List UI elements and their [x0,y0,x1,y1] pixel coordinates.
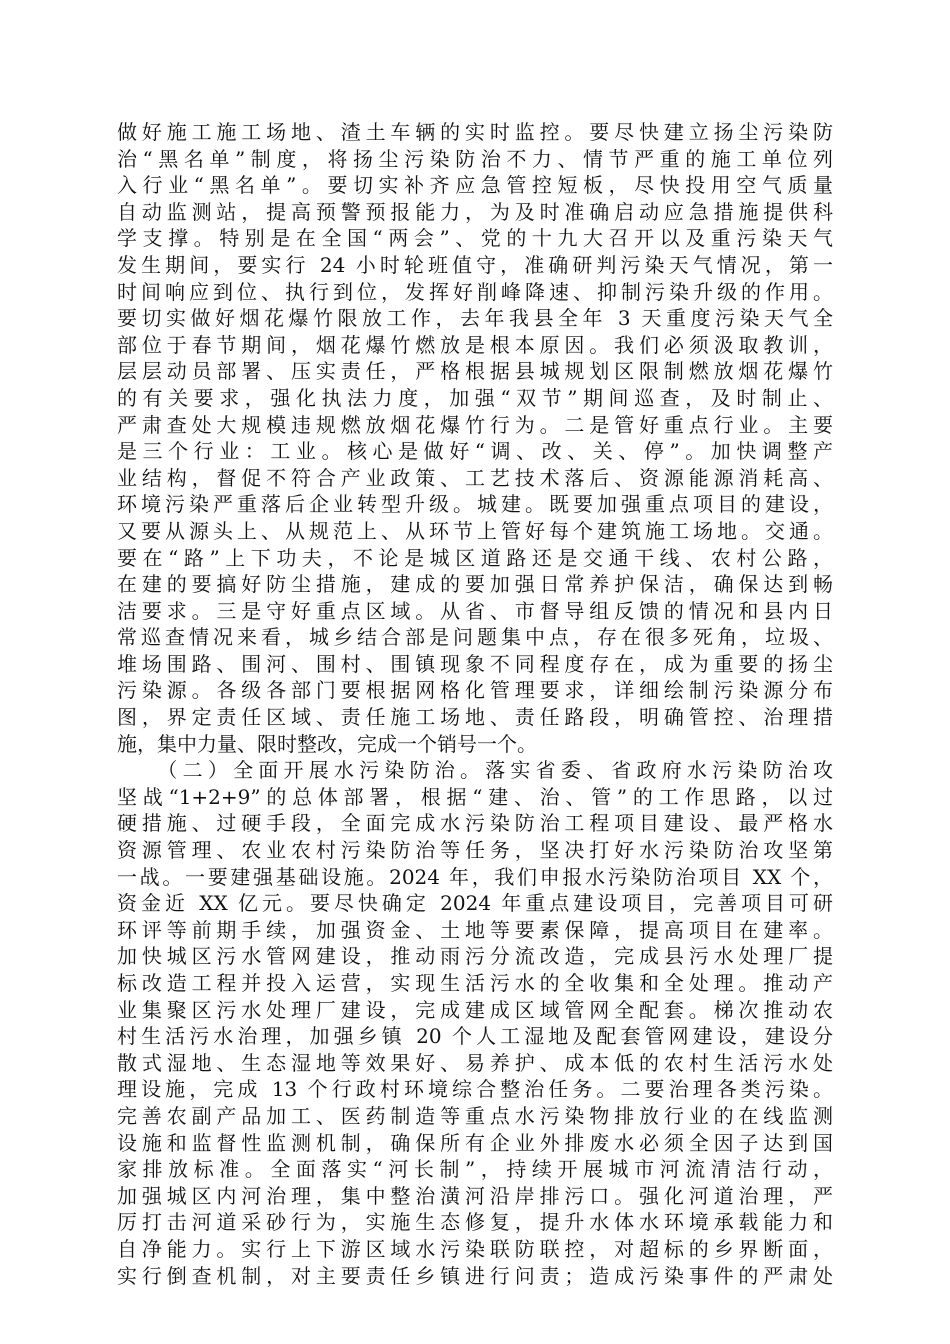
text-line: 时间响应到位、执行到位，发挥好削峰降速、抑制污染升级的作用。 [117,279,833,304]
text-line: 坚战“1+2+9”的总体部署，根据“建、治、管”的工作思路，以过 [117,784,833,809]
text-line: 要在“路”上下功夫，不论是城区道路还是交通干线、农村公路， [117,545,833,570]
text-line: 加强城区内河治理，集中整治潢河沿岸排污口。强化河道治理，严 [117,1183,833,1208]
text-line: 做好施工施工场地、渣土车辆的实时监控。要尽快建立扬尘污染防 [117,120,833,144]
text-line: 洁要求。三是守好重点区域。从省、市督导组反馈的情况和县内日 [117,598,833,623]
text-line: 资源管理、农业农村污染防治等任务，坚决打好水污染防治攻坚第 [117,838,833,863]
text-line: 入行业“黑名单”。要切实补齐应急管控短板，尽快投用空气质量 [117,173,833,198]
text-line: 家排放标准。全面落实“河长制”，持续开展城市河流清洁行动， [117,1157,833,1182]
text-line: 又要从源头上、从规范上、从环节上管好每个建筑施工场地。交通。 [117,518,833,543]
text-line: 厉打击河道采砂行为，实施生态修复，提升水体水环境承载能力和 [117,1210,833,1235]
text-line: 在建的要搞好防尘措施，建成的要加强日常养护保洁，确保达到畅 [117,572,833,597]
text-line: 常巡查情况来看，城乡结合部是问题集中点，存在很多死角，垃圾、 [117,625,833,650]
text-line: 要切实做好烟花爆竹限放工作，去年我县全年 3 天重度污染天气全 [117,306,833,331]
paragraph-end-line: 施，集中力量、限时整改，完成一个销号一个。 [117,731,537,756]
text-line: 层层动员部署、压实责任，严格根据县城规划区限制燃放烟花爆竹 [117,359,833,384]
section-heading-line: （二）全面开展水污染防治。落实省委、省政府水污染防治攻 [117,758,833,783]
body-text [117,119,833,1289]
text-line: 散式湿地、生态湿地等效果好、易养护、成本低的农村生活污水处 [117,1050,833,1075]
text-line: 业集聚区污水处理厂建设，完成建成区域管网全配套。梯次推动农 [117,997,833,1022]
text-line: 的有关要求，强化执法力度，加强“双节”期间巡查，及时制止、 [117,385,833,410]
text-line: 设施和监督性监测机制，确保所有企业外排废水必须全因子达到国 [117,1130,833,1155]
text-line: 严肃查处大规模违规燃放烟花爆竹行为。二是管好重点行业。主要 [117,412,833,437]
text-line: 资金近 XX 亿元。要尽快确定 2024 年重点建设项目，完善项目可研 [117,891,833,916]
text-line: 发生期间，要实行 24 小时轮班值守，准确研判污染天气情况，第一 [117,252,833,277]
text-line: 村生活污水治理，加强乡镇 20 个人工湿地及配套管网建设，建设分 [117,1024,833,1049]
text-line: 自动监测站，提高预警预报能力，为及时准确启动应急措施提供科 [117,199,833,224]
text-line: 是三个行业：工业。核心是做好“调、改、关、停”。加快调整产 [117,439,833,464]
text-line: 环评等前期手续，加强资金、土地等要素保障，提高项目在建率。 [117,917,833,942]
text-line: 环境污染严重落后企业转型升级。城建。既要加强重点项目的建设， [117,492,833,517]
text-line: 治“黑名单”制度，将扬尘污染防治不力、情节严重的施工单位列 [117,146,833,171]
text-line: 污染源。各级各部门要根据网格化管理要求，详细绘制污染源分布 [117,678,833,703]
text-line: 部位于春节期间，烟花爆竹燃放是根本原因。我们必须汲取教训， [117,332,833,357]
text-line: 加快城区污水管网建设，推动雨污分流改造，完成县污水处理厂提 [117,944,833,969]
text-line: 理设施，完成 13 个行政村环境综合整治任务。二要治理各类污染。 [117,1077,833,1102]
text-line: 图，界定责任区域、责任施工场地、责任路段，明确管控、治理措 [117,705,833,730]
text-line: 硬措施、过硬手段，全面完成水污染防治工程项目建设、最严格水 [117,811,833,836]
text-line: 标改造工程并投入运营，实现生活污水的全收集和全处理。推动产 [117,971,833,995]
text-line: 业结构，督促不符合产业政策、工艺技术落后、资源能源消耗高、 [117,465,833,490]
text-line: 实行倒查机制，对主要责任乡镇进行问责；造成污染事件的严肃处 [117,1263,833,1288]
text-line: 一战。一要建强基础设施。2024 年，我们申报水污染防治项目 XX 个， [117,864,833,889]
text-line: 自净能力。实行上下游区域水污染联防联控，对超标的乡界断面， [117,1236,833,1261]
text-line: 学支撑。特别是在全国“两会”、党的十九大召开以及重污染天气 [117,226,833,251]
text-line: 堆场围路、围河、围村、围镇现象不同程度存在，成为重要的扬尘 [117,651,833,676]
text-line: 完善农副产品加工、医药制造等重点水污染物排放行业的在线监测 [117,1103,833,1128]
